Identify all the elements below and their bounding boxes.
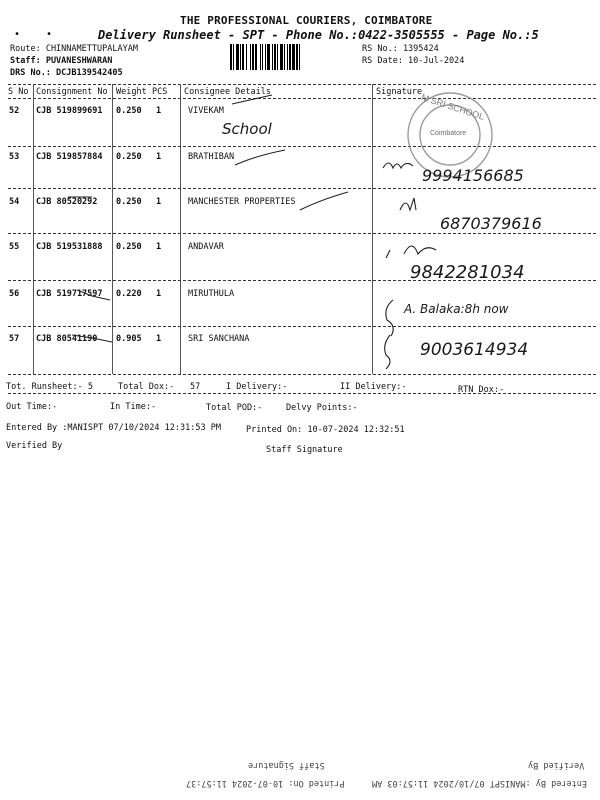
in-time: In Time:- <box>110 402 157 412</box>
col-consignee: Consignee Details <box>184 87 271 97</box>
rs-number: RS No.: 1395424 <box>362 44 439 54</box>
rs-date: RS Date: 10-Jul-2024 <box>362 56 465 66</box>
dot-mark: • <box>14 29 21 40</box>
row-sno: 53 <box>9 152 20 162</box>
stamp-arc: M SRI SCHOOL <box>420 92 486 122</box>
row-pcs: 1 <box>156 197 162 207</box>
row-consignee: ANDAVAR <box>188 242 224 252</box>
row-consignment: CJB 519857884 <box>36 152 103 162</box>
staff-label: Staff: PUVANESHWARAN <box>10 56 113 66</box>
row-pcs: 1 <box>156 242 162 252</box>
row-pcs: 1 <box>156 334 162 344</box>
handwritten-phone: 9842281034 <box>410 262 525 283</box>
col-consignment: Consignment No <box>36 87 108 97</box>
handwritten-school: School <box>222 120 272 138</box>
handwritten-phone: 9003614934 <box>420 340 529 360</box>
ii-delivery: II Delivery:- <box>340 382 407 392</box>
staff-signature: Staff Signature <box>266 445 343 455</box>
col-signature: Signature <box>376 87 423 97</box>
handwritten-phone: 9994156685 <box>422 166 524 185</box>
row-weight: 0.250 <box>116 152 142 162</box>
total-pod: Total POD:- <box>206 403 263 413</box>
stamp-text: Coimbatore <box>430 130 467 137</box>
row-sno: 56 <box>9 289 20 299</box>
col-weight: Weight <box>116 87 147 97</box>
bleed-verified-by: Verified By <box>528 760 585 770</box>
rtn-dox: RTN Dox:- <box>458 385 505 395</box>
entered-by: Entered By :MANISPT 07/10/2024 12:31:53 PM <box>6 423 221 433</box>
company-title: THE PROFESSIONAL COURIERS, COIMBATORE <box>180 14 433 27</box>
row-consignee: MIRUTHULA <box>188 289 235 299</box>
row-consignee: BRATHIBAN <box>188 152 235 162</box>
verified-by: Verified By <box>6 441 63 451</box>
i-delivery: I Delivery:- <box>226 382 288 392</box>
row-weight: 0.250 <box>116 197 142 207</box>
row-pcs: 1 <box>156 106 162 116</box>
row-sno: 57 <box>9 334 20 344</box>
row-weight: 0.220 <box>116 289 142 299</box>
total-dox-label: Total Dox:- <box>118 382 175 392</box>
row-pcs: 1 <box>156 289 162 299</box>
route-label: Route: CHINNAMETTUPALAYAM <box>10 44 138 54</box>
out-time: Out Time:- <box>6 402 58 412</box>
bleed-staff-signature: Staff Signature <box>248 760 325 770</box>
row-consignment: CJB 519899691 <box>36 106 103 116</box>
row-weight: 0.250 <box>116 242 142 252</box>
row-weight: 0.905 <box>116 334 142 344</box>
row-consignment: CJB 80520292 <box>36 197 98 207</box>
runsheet-subtitle: Delivery Runsheet - SPT - Phone No.:0422-3505555 - Page No.:5 <box>98 28 539 42</box>
row-sno: 52 <box>9 106 20 116</box>
row-consignee: VIVEKAM <box>188 106 224 116</box>
row-consignee: SRI SANCHANA <box>188 334 250 344</box>
summary-rule <box>8 393 596 394</box>
dot-mark: • <box>46 29 53 40</box>
tot-runsheet: Tot. Runsheet:- 5 <box>6 382 93 392</box>
row-sno: 54 <box>9 197 20 207</box>
row-consignment: CJB 519717597 <box>36 289 103 299</box>
row-weight: 0.250 <box>116 106 142 116</box>
row-pcs: 1 <box>156 152 162 162</box>
col-pcs: PCS <box>152 87 168 97</box>
bleed-printed-on: Printed On: 10-07-2024 11:57:37 <box>186 778 345 788</box>
col-sno: S No <box>8 87 29 97</box>
handwritten-phone: 6870379616 <box>440 214 542 233</box>
row-consignee: MANCHESTER PROPERTIES <box>188 197 296 207</box>
row-consignment: CJB 80541190 <box>36 334 98 344</box>
handwritten-name: A. Balaka:8h now <box>404 302 509 316</box>
bleed-entered-by: Entered By :MANISPT 07/10/2024 11:57:03 AM <box>372 778 587 788</box>
row-sno: 55 <box>9 242 20 252</box>
row-consignment: CJB 519531888 <box>36 242 103 252</box>
printed-on: Printed On: 10-07-2024 12:32:51 <box>246 425 405 435</box>
drs-label: DRS No.: DCJB139542405 <box>10 68 123 78</box>
total-dox-value: 57 <box>190 382 201 392</box>
delvy-points: Delvy Points:- <box>286 403 358 413</box>
